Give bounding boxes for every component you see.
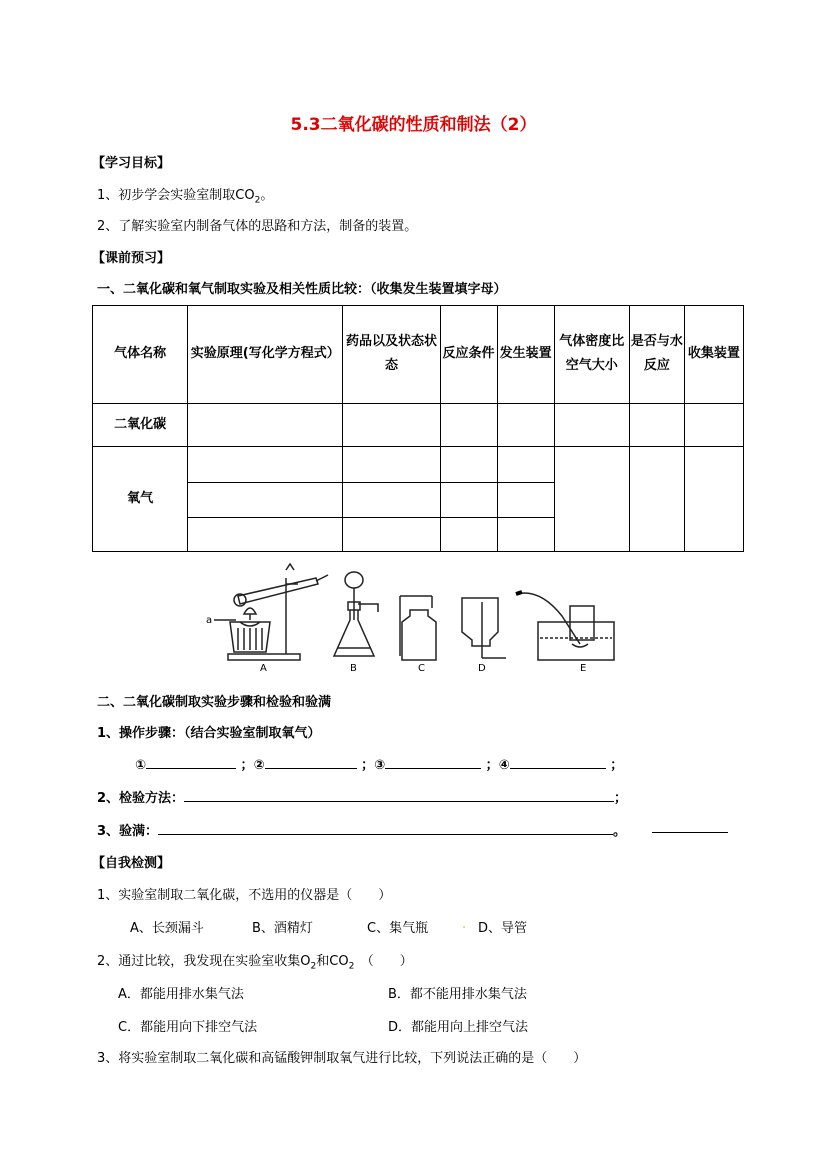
q2-end: （ ） (354, 954, 413, 969)
table-cell[interactable] (188, 447, 343, 483)
table-cell[interactable] (343, 447, 440, 483)
header-density: 气体密度比空气大小 (554, 306, 629, 404)
step-2-marker: ；② (240, 758, 265, 773)
table-cell[interactable] (343, 483, 440, 517)
table-cell[interactable] (188, 403, 343, 446)
test-method-blank[interactable] (184, 789, 614, 802)
table-cell[interactable] (343, 403, 440, 446)
table-cell[interactable] (497, 483, 554, 517)
table-cell[interactable] (554, 403, 629, 446)
q2-sub-2: 2 (348, 961, 355, 972)
label-a-small: a (206, 615, 213, 626)
header-reagents: 药品以及状态状态 (343, 306, 440, 404)
q2-mid: 和CO (316, 954, 349, 969)
apparatus-a (214, 564, 328, 660)
apparatus-e (516, 593, 614, 660)
goal-item-1-text: 1、初步学会实验室制取CO (97, 188, 255, 203)
q1-dot: . (462, 917, 467, 932)
step-3-marker: ；③ (361, 758, 386, 773)
goal-item-1-end: 。 (260, 188, 274, 203)
table-cell[interactable] (497, 517, 554, 551)
full-check-label: 3、验满： (97, 824, 159, 839)
goal-item-2: 2、了解实验室内制备气体的思路和方法，制备的装置。 (97, 219, 418, 234)
page-title: 5.3二氧化碳的性质和制法（2） (290, 115, 537, 135)
table-row-o2 (93, 447, 744, 483)
table-cell[interactable] (440, 483, 497, 517)
header-condition: 反应条件 (440, 306, 497, 404)
row-label-co2: 二氧化碳 (93, 403, 188, 446)
step-1-marker: ① (135, 758, 147, 773)
q1-option-a[interactable]: A、长颈漏斗 (130, 921, 204, 936)
q2-text: 2、通过比较，我发现在实验室收集O (97, 954, 311, 969)
header-principle: 实验原理(写化学方程式） (188, 306, 343, 404)
extra-blank[interactable] (652, 820, 728, 833)
step-4-marker: ；④ (485, 758, 510, 773)
table-header-row (93, 306, 744, 404)
preview-heading: 【课前预习】 (92, 251, 171, 266)
step-1-blank[interactable] (146, 756, 236, 769)
label-e: E (580, 663, 587, 674)
test-method-line (97, 787, 627, 806)
q2-option-b[interactable]: B．都不能用排水集气法 (388, 987, 527, 1002)
header-collection: 收集装置 (684, 306, 743, 404)
steps-line (135, 754, 623, 773)
table-cell[interactable] (684, 447, 743, 552)
table-cell[interactable] (497, 403, 554, 446)
apparatus-figure (200, 560, 620, 675)
table-cell[interactable] (497, 447, 554, 483)
step-2-blank[interactable] (265, 756, 357, 769)
test-method-label: 2、检验方法： (97, 791, 185, 806)
header-water-reaction: 是否与水反应 (629, 306, 684, 404)
goal-item-1-sub: 2 (254, 195, 261, 206)
q2-sub-1: 2 (310, 961, 317, 972)
table-cell[interactable] (629, 403, 684, 446)
table-cell[interactable] (440, 403, 497, 446)
apparatus-d (462, 598, 506, 658)
label-d: D (478, 663, 486, 674)
test-method-end: ； (614, 791, 628, 806)
q1-option-c[interactable]: C、集气瓶 (367, 921, 429, 936)
full-check-end: 。 (613, 824, 627, 839)
q1-option-d[interactable]: D、导管 (478, 921, 528, 936)
question-3: 3、将实验室制取二氧化碳和高锰酸钾制取氧气进行比较，下列说法正确的是（ ） (97, 1051, 587, 1066)
row-label-o2: 氧气 (93, 447, 188, 552)
header-gas-name: 气体名称 (93, 306, 188, 404)
table-cell[interactable] (188, 517, 343, 551)
self-check-heading: 【自我检测】 (92, 856, 171, 871)
step-end: ； (610, 758, 624, 773)
table-cell[interactable] (684, 403, 743, 446)
section-1-heading: 一、二氧化碳和氧气制取实验及相关性质比较：（收集发生装置填字母） (97, 282, 507, 297)
comparison-table (92, 305, 744, 552)
q2-option-c[interactable]: C．都能用向下排空气法 (118, 1020, 258, 1035)
q1-option-b[interactable]: B、酒精灯 (252, 921, 313, 936)
full-check-line (97, 820, 626, 839)
table-row-co2 (93, 403, 744, 446)
label-a: A (260, 663, 267, 674)
goal-item-1 (97, 184, 273, 206)
label-c: C (418, 663, 425, 674)
table-cell[interactable] (629, 447, 684, 552)
step-4-blank[interactable] (510, 756, 606, 769)
table-cell[interactable] (343, 517, 440, 551)
apparatus-c (400, 596, 436, 660)
apparatus-b (334, 572, 378, 656)
section-2-heading: 二、二氧化碳制取实验步骤和检验和验满 (97, 695, 332, 710)
step-3-blank[interactable] (385, 756, 481, 769)
question-1: 1、实验室制取二氧化碳，不选用的仪器是（ ） (97, 888, 392, 903)
steps-label: 1、操作步骤：（结合实验室制取氧气） (97, 726, 321, 741)
goals-heading: 【学习目标】 (92, 156, 171, 171)
q2-option-a[interactable]: A．都能用排水集气法 (118, 987, 244, 1002)
full-check-blank[interactable] (158, 822, 613, 835)
table-cell[interactable] (440, 517, 497, 551)
question-2 (97, 950, 413, 972)
table-cell[interactable] (440, 447, 497, 483)
table-cell[interactable] (188, 483, 343, 517)
label-b: B (350, 663, 357, 674)
header-generator: 发生装置 (497, 306, 554, 404)
q2-option-d[interactable]: D．都能用向上排空气法 (388, 1020, 529, 1035)
table-cell[interactable] (554, 447, 629, 552)
